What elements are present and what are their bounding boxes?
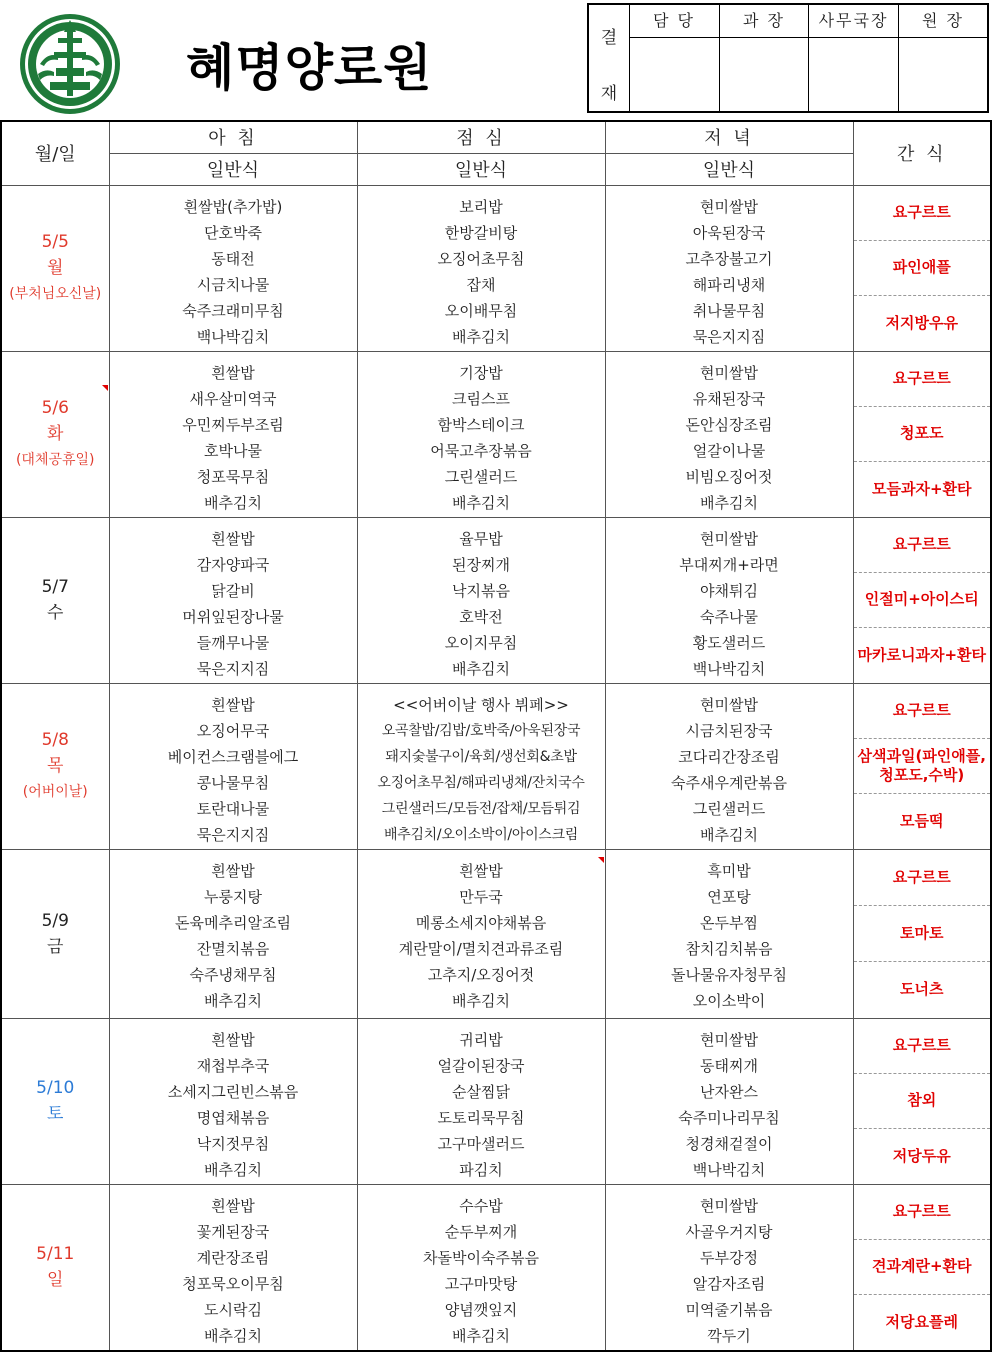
date-cell (1, 1184, 109, 1351)
weekday: 수 (47, 603, 64, 623)
organization-logo-icon (18, 12, 122, 116)
menu-item: 그린샐러드 (692, 799, 766, 818)
menu-item: <<어버이날 행사 뷔페>> (393, 695, 569, 714)
snack-item: 요구르트 (854, 850, 991, 906)
weekday: 금 (47, 936, 64, 957)
date: 5/10 (36, 1078, 75, 1098)
menu-item: 순두부찌개 (444, 1222, 518, 1241)
weekday: 일 (47, 1270, 64, 1290)
date-cell (1, 185, 109, 351)
menu-item: 만두국 (459, 887, 503, 906)
lunch-cell (357, 683, 605, 849)
snack-cell (853, 849, 991, 1018)
snack-item: 저당요플레 (885, 1312, 958, 1331)
breakfast-cell (109, 517, 357, 683)
menu-item: 고추장불고기 (685, 249, 773, 268)
holiday-note: (부처님오신날) (9, 286, 102, 302)
weekday: 토 (47, 1104, 64, 1124)
menu-item: 두부강정 (700, 1248, 758, 1267)
breakfast-header: 아 침 (109, 121, 357, 153)
menu-item: 배추김치 (452, 1326, 510, 1345)
day-row (1, 849, 991, 1018)
breakfast-type: 일반식 (109, 153, 357, 185)
menu-item: 우민찌두부조림 (182, 415, 284, 434)
menu-item: 흰쌀밥 (211, 695, 255, 714)
menu-item: 배추김치 (204, 1326, 262, 1345)
menu-item: 고구마샐러드 (437, 1134, 525, 1153)
approval-box (587, 3, 989, 113)
page-title: 혜명양로원 (186, 39, 433, 97)
menu-item: 배추김치 (204, 493, 262, 512)
dinner-cell (605, 1018, 853, 1184)
lunch-cell (357, 351, 605, 517)
lunch-cell (357, 1018, 605, 1184)
menu-item: 머위잎된장나물 (182, 607, 284, 626)
dinner-cell (605, 517, 853, 683)
menu-item: 감자양파국 (196, 555, 270, 574)
menu-item: 한방갈비탕 (444, 223, 518, 242)
menu-item: 동태전 (211, 249, 255, 268)
meal-menu-table (0, 120, 992, 1352)
approval-role: 사무국장 (809, 5, 898, 38)
menu-item: 콩나물무침 (196, 773, 270, 792)
snack-item: 삼색과일(파인애플,청포도,수박) (854, 739, 991, 794)
menu-item: 오곡찰밥/김밥/호박죽/아욱된장국 (381, 722, 581, 739)
date: 5/6 (41, 398, 69, 418)
approval-role: 원 장 (899, 5, 987, 38)
snack-cell (853, 517, 991, 683)
day-row (1, 517, 991, 683)
menu-item: 돈안심장조림 (685, 415, 773, 434)
menu-item: 된장찌개 (452, 555, 510, 574)
menu-item: 아욱된장국 (692, 223, 766, 242)
menu-item: 부대찌개+라면 (679, 555, 779, 574)
date-header: 월/일 (1, 121, 109, 185)
comment-marker (102, 385, 108, 391)
menu-item: 흰쌀밥 (211, 1030, 255, 1049)
menu-item: 재첩부추국 (196, 1056, 270, 1075)
menu-item: 배추김치 (452, 991, 510, 1010)
menu-item: 사골우거지탕 (685, 1222, 773, 1241)
snack-item: 요구르트 (854, 1185, 991, 1240)
lunch-cell (357, 517, 605, 683)
menu-item: 계란장조림 (196, 1248, 270, 1267)
menu-item: 묵은지지짐 (692, 327, 766, 346)
day-row (1, 185, 991, 351)
snack-item: 청포도 (854, 407, 991, 462)
day-row (1, 351, 991, 517)
menu-item: 계란말이/멸치견과류조림 (398, 939, 564, 958)
snack-item: 요구르트 (854, 684, 991, 739)
snack-header: 간 식 (853, 121, 991, 185)
breakfast-cell (109, 1018, 357, 1184)
menu-item: 호박전 (459, 607, 503, 626)
snack-item: 요구르트 (854, 1019, 991, 1074)
approval-column (720, 5, 809, 111)
menu-item: 온두부찜 (700, 913, 758, 932)
menu-item: 숙주새우계란볶음 (671, 773, 787, 792)
menu-item: 오이지무침 (444, 633, 518, 652)
menu-item: 연포탕 (707, 887, 751, 906)
menu-item: 숙주냉채무침 (189, 965, 277, 984)
menu-item: 백나박김치 (692, 659, 766, 678)
snack-item: 저지방우유 (885, 313, 958, 332)
menu-item: 배추김치 (700, 825, 758, 844)
dinner-type: 일반식 (605, 153, 853, 185)
menu-item: 낙지젓무침 (196, 1134, 270, 1153)
day-row (1, 683, 991, 849)
menu-item: 귀리밥 (459, 1030, 503, 1049)
menu-item: 도시락김 (204, 1300, 262, 1319)
menu-item: 참치김치볶음 (685, 939, 773, 958)
lunch-cell (357, 185, 605, 351)
snack-item: 참외 (854, 1074, 991, 1129)
menu-item: 배추김치 (452, 659, 510, 678)
menu-item: 흰쌀밥 (211, 529, 255, 548)
holiday-note: (어버이날) (22, 784, 88, 800)
menu-item: 고추지/오징어젓 (427, 965, 535, 984)
date: 5/11 (36, 1244, 75, 1264)
menu-item: 유채된장국 (692, 389, 766, 408)
menu-item: 오이소박이 (692, 991, 766, 1010)
menu-item: 메롱소세지야채볶음 (415, 913, 547, 932)
dinner-cell (605, 849, 853, 1018)
menu-item: 그린샐러드 (444, 467, 518, 486)
breakfast-cell (109, 849, 357, 1018)
lunch-header: 점 심 (357, 121, 605, 153)
snack-cell (853, 351, 991, 517)
menu-item: 호박나물 (204, 441, 262, 460)
approval-column (629, 5, 720, 111)
menu-item: 오징어초무침 (437, 249, 525, 268)
weekday: 화 (47, 424, 64, 444)
menu-item: 시금치나물 (196, 275, 270, 294)
menu-item: 양념깻잎지 (444, 1300, 518, 1319)
menu-item: 파김치 (459, 1160, 503, 1179)
menu-item: 동태찌개 (700, 1056, 758, 1075)
menu-item: 취나물무침 (692, 301, 766, 320)
date-cell (1, 849, 109, 1018)
menu-item: 잡채 (466, 275, 496, 294)
snack-item: 모듬떡 (900, 811, 944, 830)
menu-item: 배추김치 (452, 327, 510, 346)
date-cell (1, 1018, 109, 1184)
menu-item: 숙주크래미무침 (182, 301, 284, 320)
menu-item: 미역줄기볶음 (685, 1300, 773, 1319)
menu-item: 배추김치 (452, 493, 510, 512)
snack-item: 인절미+아이스티 (854, 573, 991, 628)
approval-role: 담 당 (629, 5, 719, 38)
menu-item: 낙지볶음 (452, 581, 510, 600)
snack-cell (853, 683, 991, 849)
snack-item: 요구르트 (854, 186, 991, 241)
menu-item: 소세지그린빈스볶음 (167, 1082, 299, 1101)
menu-item: 돈육메추리알조림 (175, 913, 291, 932)
menu-item: 꽃게된장국 (196, 1222, 270, 1241)
snack-item: 파인애플 (854, 241, 991, 296)
day-row (1, 1018, 991, 1184)
dinner-header: 저 녁 (605, 121, 853, 153)
menu-item: 크림스프 (452, 389, 510, 408)
snack-item: 요구르트 (854, 518, 991, 573)
dinner-cell (605, 1184, 853, 1351)
menu-item: 백나박김치 (196, 327, 270, 346)
menu-item: 배추김치 (700, 493, 758, 512)
menu-item: 오이배무침 (444, 301, 518, 320)
menu-item: 배추김치/오이소박이/아이스크림 (384, 826, 578, 843)
menu-item: 현미쌀밥 (700, 529, 758, 548)
weekday: 월 (47, 258, 64, 278)
menu-item: 명엽채볶음 (196, 1108, 270, 1127)
menu-item: 백나박김치 (692, 1160, 766, 1179)
menu-item: 고구마맛탕 (444, 1274, 518, 1293)
approval-role: 과 장 (720, 5, 808, 38)
menu-item: 현미쌀밥 (700, 1030, 758, 1049)
menu-item: 비빔오징어젓 (685, 467, 773, 486)
menu-item: 흰쌀밥 (211, 363, 255, 382)
menu-item: 야채튀김 (700, 581, 758, 600)
breakfast-cell (109, 185, 357, 351)
breakfast-cell (109, 351, 357, 517)
menu-item: 얼갈이된장국 (437, 1056, 525, 1075)
snack-item: 견과계란+환타 (854, 1240, 991, 1295)
lunch-cell (357, 849, 605, 1018)
date-cell (1, 351, 109, 517)
snack-item: 요구르트 (854, 352, 991, 407)
menu-item: 베이컨스크램블에그 (167, 747, 299, 766)
date: 5/7 (41, 577, 69, 597)
dinner-cell (605, 185, 853, 351)
menu-item: 해파리냉채 (692, 275, 766, 294)
menu-item: 황도샐러드 (692, 633, 766, 652)
menu-item: 현미쌀밥 (700, 1196, 758, 1215)
menu-item: 흰쌀밥 (211, 861, 255, 880)
menu-item: 묵은지지짐 (196, 825, 270, 844)
approval-label-top: 결 (600, 28, 618, 48)
approval-column (809, 5, 899, 111)
day-row (1, 1184, 991, 1351)
snack-cell (853, 1184, 991, 1351)
snack-cell (853, 185, 991, 351)
date: 5/8 (41, 730, 69, 750)
menu-item: 흰쌀밥 (211, 1196, 255, 1215)
snack-item: 마카로니과자+환타 (857, 645, 986, 664)
lunch-type: 일반식 (357, 153, 605, 185)
menu-item: 오징어무국 (196, 721, 270, 740)
menu-item: 청포묵무침 (196, 467, 270, 486)
menu-item: 보리밥 (459, 197, 503, 216)
date: 5/5 (41, 232, 69, 252)
menu-item: 흰쌀밥(추가밥) (183, 197, 283, 216)
menu-item: 도토리묵무침 (437, 1108, 525, 1127)
menu-item: 누룽지탕 (204, 887, 262, 906)
menu-item: 배추김치 (204, 991, 262, 1010)
snack-cell (853, 1018, 991, 1184)
breakfast-cell (109, 683, 357, 849)
weekday: 목 (47, 756, 64, 776)
menu-item: 잔멸치볶음 (196, 939, 270, 958)
menu-item: 새우살미역국 (189, 389, 277, 408)
date-cell (1, 683, 109, 849)
menu-item: 율무밥 (459, 529, 503, 548)
dinner-cell (605, 351, 853, 517)
menu-item: 숙주미나리무침 (678, 1108, 780, 1127)
menu-item: 현미쌀밥 (700, 695, 758, 714)
snack-item: 토마토 (854, 906, 991, 962)
menu-item: 어묵고추장볶음 (430, 441, 532, 460)
menu-item: 단호박죽 (204, 223, 262, 242)
menu-item: 코다리간장조림 (678, 747, 780, 766)
menu-item: 깍두기 (707, 1326, 751, 1345)
menu-item: 현미쌀밥 (700, 197, 758, 216)
menu-item: 토란대나물 (196, 799, 270, 818)
menu-item: 그린샐러드/모듬전/잡채/모듬튀김 (381, 800, 581, 817)
menu-item: 닭갈비 (211, 581, 255, 600)
menu-item: 들깨무나물 (196, 633, 270, 652)
menu-item: 돼지숯불구이/육회/생선회&초밥 (385, 748, 577, 765)
menu-item: 함박스테이크 (437, 415, 525, 434)
menu-item: 알감자조림 (692, 1274, 766, 1293)
approval-label (589, 5, 630, 111)
menu-item: 순살찜닭 (452, 1082, 510, 1101)
menu-item: 배추김치 (204, 1160, 262, 1179)
menu-item: 얼갈이나물 (692, 441, 766, 460)
holiday-note: (대체공휴일) (15, 452, 95, 468)
menu-item: 돌나물유자청무침 (671, 965, 787, 984)
lunch-cell (357, 1184, 605, 1351)
menu-item: 청경채겉절이 (685, 1134, 773, 1153)
approval-label-bottom: 재 (600, 84, 618, 104)
menu-item: 청포묵오이무침 (182, 1274, 284, 1293)
menu-item: 기장밥 (459, 363, 503, 382)
menu-item: 시금치된장국 (685, 721, 773, 740)
menu-item: 수수밥 (459, 1196, 503, 1215)
approval-column (899, 5, 987, 111)
snack-item: 저당두유 (892, 1146, 951, 1165)
menu-item: 난자완스 (700, 1082, 758, 1101)
menu-item: 흑미밥 (707, 861, 751, 880)
menu-item: 숙주나물 (700, 607, 758, 626)
comment-marker (598, 857, 604, 863)
date: 5/9 (41, 910, 69, 931)
snack-item: 모듬과자+환타 (871, 479, 972, 498)
menu-item: 차돌박이숙주볶음 (423, 1248, 539, 1267)
menu-item: 흰쌀밥 (459, 861, 503, 880)
menu-item: 묵은지지짐 (196, 659, 270, 678)
date-cell (1, 517, 109, 683)
menu-item: 현미쌀밥 (700, 363, 758, 382)
breakfast-cell (109, 1184, 357, 1351)
snack-item: 도너츠 (900, 980, 944, 998)
dinner-cell (605, 683, 853, 849)
menu-item: 오징어초무침/해파리냉채/잔치국수 (377, 774, 585, 791)
